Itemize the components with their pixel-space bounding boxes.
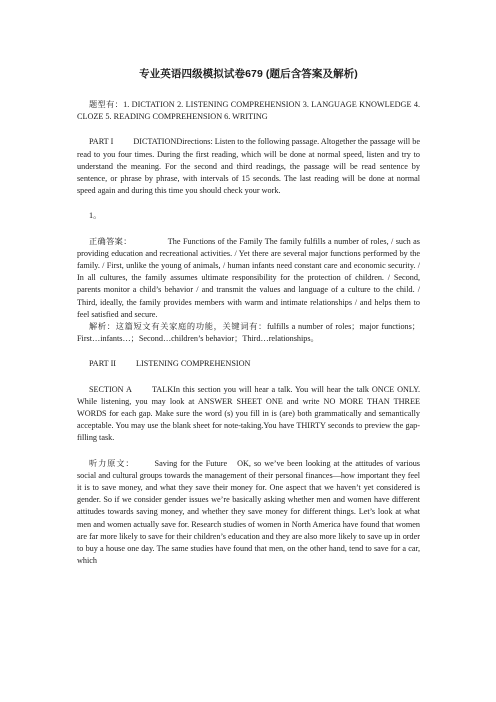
answer-paragraph	[77, 236, 420, 321]
answer-text: The Functions of the Family The family fulfills a number of roles, / such as providing education and recreational activities. / Yet there are several major functions performed by the family. / First, unlike the young of animals, / human infants need constant care and economic security. / In all cultures, the family assumes ultimate responsibility for the protection of children. / Second, parents monitor a child’s behavior / and transmit the values and language of a culture to the child. / Third, ideally, the family provides members with warm and intimate relationships / and helps them to feel satisfied and secure.	[77, 236, 420, 319]
part2-paragraph	[77, 358, 420, 370]
transcript-text: OK, so we’ve been looking at the attitudes of various social and cultural groups towards the management of their personal finances—how important they feel it is to save money, and what they save their money for. One aspect that we haven’t yet considered is gender. So if we consider gender issues we’re basically asking whether men and women have different attitudes towards saving money, and whether they save money for different things. Let’s look at what men and women actually save for. Research studies of women in North America have found that women are far more likely to save for their children’s education and they are also more likely to save up in order to buy a house one day. The same studies have found that men, on the other hand, tend to save for a car, which	[77, 458, 420, 566]
transcript-paragraph	[77, 458, 420, 568]
section-a-heading: SECTION A	[89, 384, 132, 394]
part1-heading: PART I	[89, 137, 114, 147]
part2-heading: PART II	[89, 359, 117, 369]
section-a-paragraph	[77, 384, 420, 445]
part1-directions: Directions: Listen to the following passage. Altogether the passage will be read to you four times. During the first reading, which will be done at normal speed, listen and try to understand the meaning. For the second and third readings, the passage will be read sentence by sentence, or phrase by phrase, with intervals of 15 seconds. The last reading will be done at normal speed again and during this time you should check your work.	[77, 137, 420, 196]
section-a-label: TALK	[151, 384, 174, 394]
analysis-paragraph: 解析：这篇短文有关家庭的功能，关键词有：fulfills a number of roles；major functions；First…infants…；Second…children’s behavior；Third…relationships。	[77, 322, 420, 344]
question-types: 题型有：1. DICTATION 2. LISTENING COMPREHENSION 3. LANGUAGE KNOWLEDGE 4. CLOZE 5. READING COMPREHENSION 6. WRITING	[77, 100, 420, 122]
document-title: 专业英语四级模拟试卷679 (题后含答案及解析)	[139, 68, 358, 80]
part1-paragraph	[77, 136, 420, 197]
transcript-label: 听力原文：	[89, 458, 135, 468]
part1-label: DICTATION	[133, 137, 177, 147]
section-a-text: In this section you will hear a talk. You will hear the talk ONCE ONLY. While listening, you may look at ANSWER SHEET ONE and write NO MORE THAN THREE WORDS for each gap. Make sure the word (s) you fill in is (are) both grammatically and semantically acceptable. You may use the blank sheet for note-taking.You have THIRTY seconds to preview the gap-filling task.	[77, 384, 420, 443]
question-number: 1。	[89, 211, 102, 221]
transcript-title: Saving for the Future	[154, 458, 228, 468]
answer-label: 正确答案：	[89, 236, 132, 246]
part2-label: LISTENING COMPREHENSION	[136, 359, 251, 369]
